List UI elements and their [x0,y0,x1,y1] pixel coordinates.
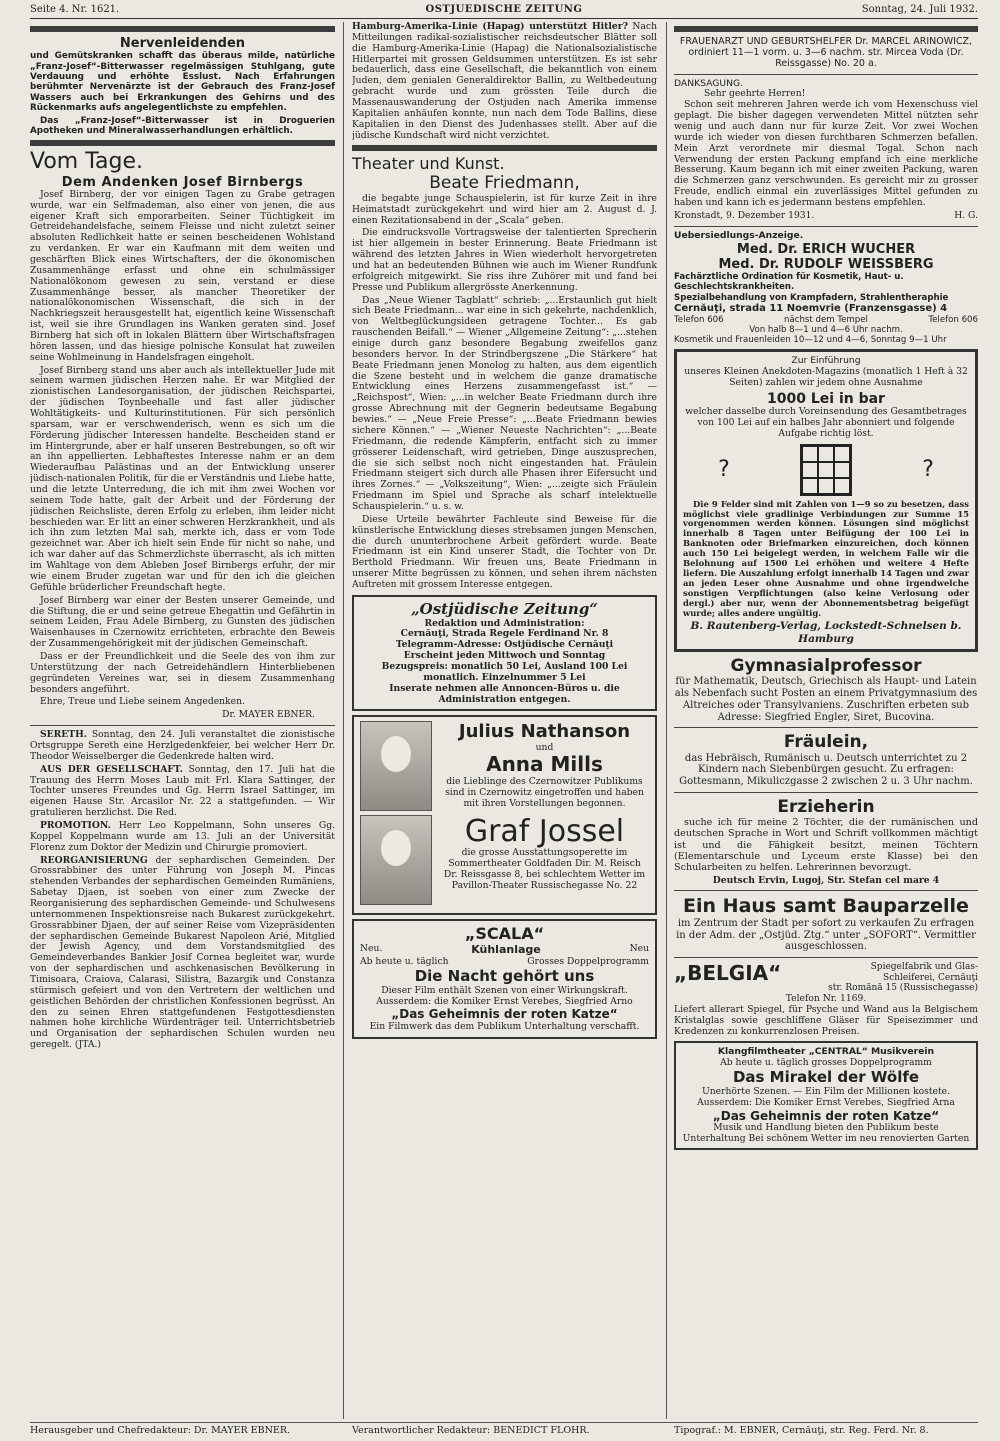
theater-heading: Theater und Kunst. [352,154,505,174]
doctor-name: Med. Dr. ERICH WUCHER [736,241,916,257]
theater-ad-body2: die grosse Ausstattungsoperette im Sommertheater Goldfaden Dir. M. Reisch Dr. Reissgasse 8, bei schlechtem Wetter im Pavillon-Theater Russischegasse No. 22 [443,847,646,891]
doctor-specialty: Spezialbehandlung von Krampfadern, Strahlentheraphie [674,292,949,303]
doctor-phone: Telefon 606 [928,314,978,325]
news-item [30,856,335,1051]
house-ad-title: Ein Haus samt Bauparzelle [683,895,969,918]
beate-title: Beate Friedmann, [429,173,580,194]
news-item [30,821,335,854]
actress-name: Anna Mills [486,752,603,777]
obituary-signature: Dr. MAYER EBNER. [222,709,315,721]
footer-printer: Tipograf.: M. EBNER, Cernăuţi, str. Reg. Ferd. Nr. 8. [674,1425,929,1436]
oz-line: Erscheint jeden Mittwoch und Sonntag [403,650,606,662]
belgia-name: „BELGIA“ [674,961,782,986]
doctor-name: Med. Dr. RUDOLF WEISSBERG [718,256,934,272]
beate-paragraph: Die eindrucksvolle Vortragsweise der talentierten Sprecherin ist hier allgemein in bester Erinnerung. Beate Friedmann ist während des letzten Jahres in Wien wiederholt hervorgetreten und hat an bedeutenden Bühnen wie auch im Wiener Rundfunk erfolgreich mitgewirkt. Sie riss ihre Zuhörer mit und fand bei Presse und Publikum allergrösste Anerkennung. [352,227,657,293]
question-mark: ? [922,456,934,482]
central-line: Ab heute u. täglich grosses Doppelprogramm [720,1057,932,1069]
central-film-title: Das Mirakel der Wölfe [732,1068,920,1087]
divider-line [674,727,978,728]
belgia-ad-header [674,962,978,994]
belgia-body: Liefert allerart Spiegel, für Psyche und Wand aus la Belgischem Kristalglas sowie geschliffene Gläser für Speisezimmer und Kredenzen zu konkurrenzlosen Preisen. [674,1003,978,1037]
dank-place: Kronstadt, 9. Dezember 1931. [674,209,815,221]
theater-ad-body: die Lieblinge des Czernowitzer Publikums sind in Czernowitz eingetroffen und haben mit ihren Vorstellungen begonnen. [445,776,644,809]
news-item-body: Sonntag, den 24. Juli veranstaltet die zionistische Ortsgruppe Sereth eine Herzlgedenkfeier, bei welcher Herr Dr. Theodor Weisselberger die Gedenkrede halten wird. [30,729,335,762]
nerven-ad-title: Nervenleidenden [119,36,246,51]
oz-line: Telegramm-Adresse: Ostjüdische Cernăuţi [395,639,614,651]
quiz-prize: 1000 Lei in bar [767,390,885,407]
beate-paragraph: Das „Neue Wiener Tagblatt“ schrieb: „...Erstaunlich gut hielt sich Beate Friedmann... war eine in sich gekehrte, nachdenklich, von Weltbeglückungsideen getragene Tochter... Es gab rauschenden Beifall.“ — Wiener „Allgemeine Zeitung“: „...stehen einige durch ganz besondere Begabung zweifellos ganz besonders hervor. In der Strindbergszene „Die Stärkere“ hat Beate Friedmann jenen Monolog zu halten, aus dem eigentlich die Szene besteht und in welchem die ganze dramatische Entwicklung eines Herzens zusammengefasst ist.“ — „Reichspost“, Wien: „...in welcher Beate Friedmann durch ihre grosse Abrechnung mit der Gegnerin bedeutsame Begabung bewies.“ — „Neue Freie Presse“: „...Beate Friedmann bewies sichere Können.“ — „Wiener Neueste Nachrichten“: „...Beate Friedmann, die redende Kämpferin, entfacht sich zu immer grösserer Leidenschaft, wird getrieben, Dinge auszusprechen, die sie sich selbst noch nicht eingestanden hat. Fräulein Friedmann steigert sich durch alle Phasen ihrer Eifersucht und ihres Zornes.“ — „Volkszeitung“, Wien: „...zeigte sich Fräulein Friedmann im Spiel und Sprache als scharf intelektuelle Schauspielerin.“ u. s. w. [352,294,657,512]
nerven-ad-body2: Das „Franz-Josef“-Bitterwasser ist in Droguerien Apotheken und Mineralwasserhandlungen erhältlich. [30,115,335,136]
divider-bar [30,140,335,146]
erzieherin-ad-signature: Deutsch Ervin, Lugoj, Str. Stefan cel mare 4 [712,874,940,886]
doctor-phone-row [674,315,978,325]
masthead [30,4,978,19]
erzieherin-ad-body: suche ich für meine 2 Töchter, die der rumänischen und deutschen Sprache in Wort und Schrift vollkommen mächtigt ist und die Fähigkeit besitzt, meinen Töchtern (Elementarschule und Lyceum erste Klasse) bei den Schularbeiten zu helfen. Lehrerinnen bevorzugt. [674,816,978,874]
frauenarzt-body: ordiniert 11—1 vorm. u. 3—6 nachm. str. Mircea Voda (Dr. Reissgasse) No. 20 a. [688,47,964,70]
news-item-body: Sonntag, den 17. Juli hat die Trauung des Herrn Moses Laub mit Frl. Klara Sattinger, der Tochter unseres Freundes und Gg. Herrn Israel Sattinger, im eigenen Hause Str. Arcasilor Nr. 22 a stattgefunden. — Wir gratulieren herzlichst. Die Red. [30,763,335,819]
ad-und: und [535,741,554,753]
portrait-photo [360,815,432,905]
column-left [30,22,335,1419]
oz-line: Inserate nehmen alle Annoncen-Büros u. die Administration entgegen. [389,682,620,705]
scala-neu: Neu. [360,943,383,955]
footer-publisher: Herausgeber und Chefredakteur: Dr. MAYER EBNER. [30,1425,290,1436]
quiz-ad-box [674,349,978,652]
divider-line [674,792,978,793]
scala-film-title: „Das Geheimnis der roten Katze“ [391,1007,618,1022]
scala-line: Ab heute u. täglich [360,956,449,968]
scala-neu: Neu [629,943,649,955]
doctor-specialty: Fachärztliche Ordination für Kosmetik, Haut- u. Geschlechtskrankheiten. [674,272,904,293]
obituary-paragraph: Josef Birnberg, der vor einigen Tagen zu Grabe getragen wurde, war ein Selfmademan, also einer von jenen, die aus eigener Kraft sich emporarbeiten. Seiner Tüchtigkeit im Getreidehandelsfache, seinem Fleisse und nicht zuletzt seiner absoluten Redlichkeit hatte er seinen bescheidenen Wohlstand zu verdanken. Er war ein Kaufmann mit dem weiten und geschärften Blick eines Wirtschafters, der die ökonomischen Zusammenhänge erfasst und ohne ein schulmässiger Nationalökonom gewesen zu sein, verstand er diese Zusammenhänge besser, als mancher Theoretiker der nationalökonomischen Wissenschaft, die sich in der Nachkriegszeit herausgestellt hat, eigentlich keine Wissenschaft ist, weil sie ihre Grundlagen ins Wanken geraten sind. Josef Birnberg hat sich oft in lokalen Blättern über Wirtschaftsfragen hören lassen, und das hiesige polnische Konsulat hat zuweilen seine Wohlmeinung in Handelsfragen eingeholt. [30,188,335,363]
portrait-photo [360,721,432,811]
belgia-phone: Telefon Nr. 1169. [785,993,867,1004]
obituary-paragraph: Josef Birnberg stand uns aber auch als intellektueller Jude mit seinem warmen jüdischen Herzen nahe. Er war Mitglied der zionistischen Landesorganisation, der jüdischen Reichspartei, der jüdischen Toynbeehalle und fast aller jüdischer Wohltätigkeits- und Kulturinstitutionen. Für sich persönlich sparsam, war er verschwenderisch, wenn es sich um die Förderung jüdischer Interessen handelte. Bescheiden stand er im Hintergrunde, aber er half unseren Bestrebungen, so oft wir an ihn appellierten. Lebhaftestes Interesse nahm er an dem Wiederaufbau Palästinas und an der Entwicklung unserer jüdisch-nationalen Politik, für die er Verständnis und Liebe hatte, und die letzte Unterredung, die ich mit ihm zwei Wochen vor seinem Tode hatte, galt der Arbeit und der Förderung der jüdischen Reichsliste, deren Erfolg zu erleben, ihm leider nicht beschieden war. Er litt an einer schweren Herzkrankheit, und als ich ihn zum letzten Mal sah, merkte ich, dass er vom Tode gezeichnet war. Aber ich hielt sein Ende für nicht so nahe, und ich war daher auf das Schmerzlichste überrascht, als ich mitten im Wahltage von dem Ableben Josef Birnbergs erfuhr, der mir wie einem Bruder zugetan war und für den ich die gleichen Gefühle brüderlicher Freundschaft hegte. [30,364,335,593]
fraulein-ad-body: das Hebräisch, Rumänisch u. Deutsch unterrichtet zu 2 Kindern nach Siebenbürgen gesucht. Zu erfragen: Gottesmann, Mikuliczgasse 2 zwischen 2 u. 3 Uhr nachm. [679,752,973,788]
nine-field-grid [800,444,852,496]
news-item [30,765,335,819]
oz-line: Cernăuţi, Strada Regele Ferdinand Nr. 8 [400,628,609,640]
hapag-body: Nach Mitteilungen radikal-sozialistischer reichsdeutscher Blätter soll die Hamburg-Amerika-Linie (Hapag) die Nationalsozialistische Hitlerpartei mit grossen Geldsummen unterstützen. Es ist sehr bedauerlich, dass eine Gesellschaft, die bekanntlich von einem Juden, dem genialen Generaldirektor Ballin, zu Weltbedeutung gebracht wurde und zum grössten Teile durch die Massenauswanderung der Ostjuden nach Amerika immense Kapitalien anhäufen konnte, nun nach dem Tode Ballins, diese Kapitalien in den Dienst des Judenhasses stellt. Aber auf die jüdische Kundschaft wird nicht verzichtet. [352,22,657,141]
move-notice-title: Uebersiedlungs-Anzeige. [674,229,804,241]
divider-line [674,74,978,75]
scala-line: Dieser Film enthält Szenen von einer Wirkungskraft. Ausserdem: die Komiker Ernst Verebes, Siegfried Arno [376,984,633,1007]
central-cinema-ad [674,1041,978,1150]
divider-line [30,725,335,726]
footer [30,1422,978,1437]
central-title: Klangfilmtheater „CENTRAL“ Musikverein [717,1046,935,1058]
doctor-address: Cernăuţi, strada 11 Noemvrie (Franzensgasse) 4 [674,302,948,314]
central-film-title: „Das Geheimnis der roten Katze“ [712,1108,940,1123]
divider-line [674,890,978,891]
beate-paragraph: die begabte junge Schauspielerin, ist für kurze Zeit in ihre Heimatstadt zurückgekehrt und wird hier am 2. August d. J. einen Rezitationsabend in der „Scala“ geben. [352,192,657,226]
belgia-line: Spiegelfabrik und Glas- [870,962,978,973]
erzieherin-ad-title: Erzieherin [777,796,875,817]
news-item [30,730,335,763]
scala-line: Grosses Doppelprogramm [527,956,649,968]
belgia-line: str. Romănă 15 (Russischegasse) [828,983,978,994]
dank-signature: H. G. [954,209,978,221]
frauenarzt-title: FRAUENARZT UND GEBURTSHELFER Dr. MARCEL ARINOWICZ, [679,36,973,47]
gym-ad-title: Gymnasialprofessor [730,656,922,677]
beate-paragraph: Diese Urteile bewährter Fachleute sind Beweise für die künstlerische Entwicklung dieses strebsamen jungen Menschen, die durch ununterbrochene Arbeit gefördert wurde. Beate Friedmann ist ein Kind unserer Stadt, die Tochter von Dr. Berthold Friedmann. Wir freuen uns, Beate Friedmann in unserer Mitte begrüssen zu können, und sehen ihrem nächsten Auftreten mit grossem Interesse entgegen. [352,513,657,590]
news-item-head: PROMOTION. [40,819,111,831]
oz-line: Redaktion und Administration: [424,617,585,629]
obituary-paragraph: Josef Birnberg war einer der Besten unserer Gemeinde, und die Stiftung, die er und seine getreue Ehegattin und Gefährtin in seinem Leiden, Frau Adele Birnberg, zu Gunsten des jüdischen Waisenhauses in Czernowitz errichteten, erbrachte den Beweis der Zusammengehörigkeit mit der jüdischen Gemeinschaft. [30,594,335,650]
obituary-title: Dem Andenken Josef Birnbergs [61,174,304,190]
scala-sub: Kühlanlage [471,943,541,957]
belgia-line: Schleiferei, Cernăuţi [883,972,978,983]
section-heading: Vom Tage. [30,149,143,175]
quiz-head: Zur Einführung [791,354,861,366]
oz-title: „Ostjüdische Zeitung“ [411,599,598,618]
news-item-body: der sephardischen Gemeinden. Der Grossrabbiner des unter Führung von Joseph M. Pincas stehenden Verbandes der sephardischen Gemeinden Rumäniens, Sabetay Djaen, ist soeben von einer zum Zwecke der Reorganisierung des sephardischen Gemeinde- und Schulwesens unternommenen Inspektionsreise nach Bukarest zurückgekehrt. Grossrabbiner Djaen, der auf seiner Reise vom Vizepräsidenten der sephardischen Gemeinde Bukarest Napoleon Arié, Mitglied der Jewish Agency, und dem Vorstandsmitglied des Gemeindeverbandes Bankier Josif Cornea begleitet war, wurde von der sephardischen und aschkenasischen Bevölkerung in Timisoara, Craiova, Calarasi, Silistra, Bazargik und Constanza stürmisch gefeiert und von den Vertretern der weltlichen und geistlichen Behörden der christlichen Konfessionen begrüsst. An den zu seinen Ehren stattgefundenen Festgottesdiensten nahmen hohe kirchliche Würdenträger teil. Unterrichtsbetrieb und Organisation der sephardischen Schulen wurden neu geregelt. (JTA.) [30,854,335,1051]
scala-line: Ein Filmwerk das dem Publikum Unterhaltung verschafft. [369,1020,640,1032]
issue-date: Sonntag, 24. Juli 1932. [861,4,978,15]
divider-line [674,226,978,227]
column-middle [352,22,657,1419]
central-line: Unerhörte Szenen. — Ein Film der Millionen kostete. Ausserdem: Die Komiker Ernst Verebes, Siegfried Arna [697,1085,955,1108]
belgia-address [828,962,978,994]
newspaper-page [30,0,978,1441]
divider-bar [30,26,335,32]
doctor-hours: Kosmetik und Frauenleiden 10—12 und 4—6, Sonntag 9—1 Uhr [674,334,947,345]
footer-editor: Verantwortlicher Redakteur: BENEDICT FLOHR. [352,1425,590,1436]
dank-body: Schon seit mehreren Jahren werde ich vom Hexenschuss viel geplagt. Die bisher dagegen verwendeten Mittel nützten sehr wenig und auch dann nur für kurze Zeit. Vor zwei Wochen wurde ich wieder von diesen furchtbaren Schmerzen befallen. Mein Arzt verordnete mir diesmal Togal. Schon nach Verwendung der ersten Packung empfand ich eine merkliche Besserung. Kaum begann ich mit einer zweiten Packung, waren die Schmerzen ganz verschwunden. Es gereicht mir zu grosser Freude, endlich einmal ein zuverlässiges Mittel gefunden zu haben und kann ich es jedermann bestens empfehlen. [674,99,978,209]
quiz-rules: Die 9 Felder sind mit Zahlen von 1—9 so zu besetzen, dass möglichst viele gradlinige Verbindungen zur Summe 15 vorgenommen werden können. Lösungen sind möglichst innerhalb 8 Tagen unter Beifügung der 100 Lei in Banknoten oder Briefmarken einzureichen, doch können auch 150 Lei beigelegt werden, in welchem Falle wir die Belohnung auf 1500 Lei erhöhen und weitere 4 Hefte liefern. Die Auszahlung erfolgt innerhalb 14 Tagen und zwar an jeden Leser ohne Ausnahme und ohne irgendwelche sonstigen Verpflichtungen (also keine Verlosung oder dergl.) aber nur, wenn der Abonnementsbetrag beigefügt wurde; alles andere ungültig. [683,498,969,618]
dank-title: DANKSAGUNG. [674,77,743,89]
doctor-location: nächst dem Tempel [784,314,868,325]
quiz-publisher: B. Rautenberg-Verlag, Lockstedt-Schnelsen b. Hamburg [690,620,962,645]
news-item-body: Herr Leo Koppelmann, Sohn unseres Gg. Koppel Koppelmann wurde am 13. Juli an der Universität Florenz zum Doktor der Medizin und Chirurgie promoviert. [30,819,335,853]
divider-line [674,957,978,958]
house-ad-body: im Zentrum der Stadt per sofort zu verkaufen Zu erfragen in der Adm. der „Ostjüd. Ztg.“ unter „SOFORT“. Vermittler ausgeschlossen. [676,917,976,953]
actor-name: Julius Nathanson [458,721,631,743]
dank-salutation: Sehr geehrte Herren! [704,88,806,100]
quiz-text: welcher dasselbe durch Voreinsendung des Gesamtbetrages von 100 Lei auf ein halbes Jahr abonniert und folgende Aufgabe richtig löst. [685,406,967,439]
doctor-hours: Von halb 8—1 und 4—6 Uhr nachm. [749,324,903,335]
quiz-text: unseres Kleinen Anekdoten-Magazins (monatlich 1 Heft à 32 Seiten) zahlen wir jedem ohne Ausnahme [684,365,968,388]
page-number: Seite 4. Nr. 1621. [30,4,120,15]
nerven-ad-body: und Gemütskranken schafft das überaus milde, natürliche „Franz-Josef“-Bitterwasser regelmässigen Stuhlgang, gute Verdauung und erhöhte Esslust. Nach Erfahrungen berühmter Nervenärzte ist der Gebrauch des Franz-Josef Wassers auch bei Erkrankungen des Gehirns und des Rückenmarks aufs angelegentlichste zu empfehlen. [30,51,335,114]
fraulein-ad-title: Fräulein, [783,732,869,753]
column-rule [666,22,667,1419]
column-rule [343,22,344,1419]
theater-ad-box [352,715,657,915]
central-line: Musik und Handlung bieten den Publikum beste Unterhaltung Bei schönem Wetter im neu renovierten Garten [682,1121,970,1144]
oz-imprint-box [352,595,657,712]
frauenarzt-ad [674,36,978,70]
hapag-title: Hamburg-Amerika-Linie (Hapag) unterstützt Hitler? [352,22,628,32]
doctor-phone: Telefon 606 [674,314,724,325]
scala-title: „SCALA“ [464,924,545,944]
divider-bar [674,26,978,32]
oz-line: Bezugspreis: monatlich 50 Lei, Ausland 100 Lei monatlich. Einzelnummer 5 Lei [381,660,628,683]
news-item-head: SERETH. [40,729,87,741]
dank-closing [674,211,978,222]
gym-ad-body: für Mathematik, Deutsch, Griechisch als Haupt- und Latein als Nebenfach sucht Posten an einem Privatgymnasium des Altreiches oder Transylvaniens. Zuschriften erbeten sub Adresse: Siegfried Engler, Siret, Bucovina. [674,676,978,723]
operetta-title: Graf Jossel [464,814,625,850]
news-item-head: AUS DER GESELLSCHAFT. [40,763,183,775]
obituary-paragraph: Ehre, Treue und Liebe seinem Angedenken. [40,696,245,708]
hapag-article [352,22,657,141]
scala-film-title: Die Nacht gehört uns [414,967,595,986]
obituary-paragraph: Dass er der Freundlichkeit und die Seele des von ihm zur Unterstützung der nach Getreidehändlern Hinterbliebenen gegründeten Vereines war, sei in diesem Zusammenhang besonders angeführt. [30,650,335,695]
column-right [674,22,978,1419]
newspaper-title: OSTJUEDISCHE ZEITUNG [425,4,583,15]
quiz-puzzle [683,444,969,496]
question-mark: ? [718,456,730,482]
scala-cinema-ad [352,919,657,1038]
news-item-head: REORGANISIERUNG [40,854,148,866]
divider-bar [352,145,657,151]
